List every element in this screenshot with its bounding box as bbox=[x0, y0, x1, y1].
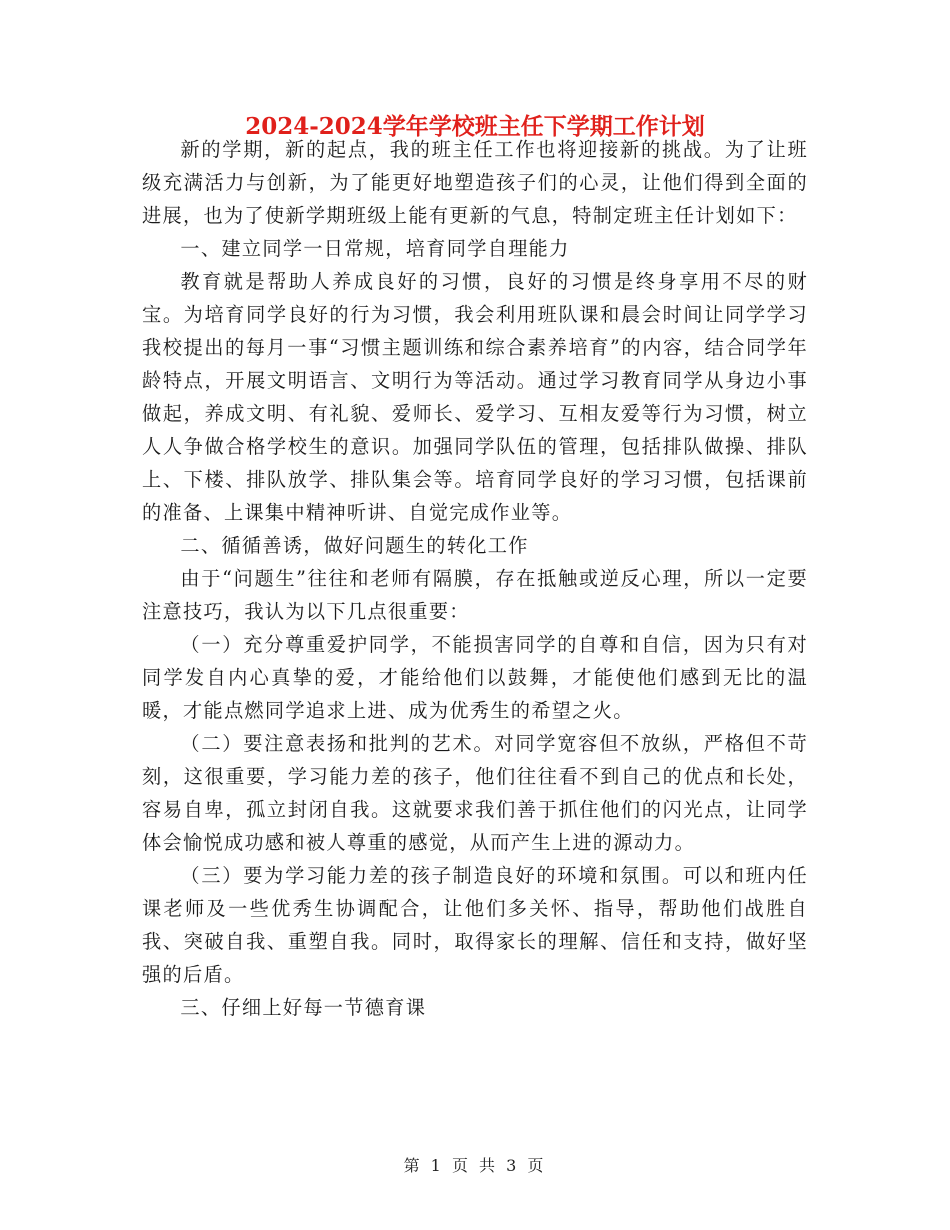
section-heading-1: 一、建立同学一日常规，培育同学自理能力 bbox=[180, 237, 570, 260]
paragraph-intro: 新的学期，新的起点，我的班主任工作也将迎接新的挑战。为了让班级充满活力与创新，为了能更好地塑造孩子们的心灵，让他们得到全面的进展，也为了使新学期班级上能有更新的气息，特制定班主任计划如下： bbox=[142, 138, 808, 227]
paragraph: （二）要注意表扬和批判的艺术。对同学宽容但不放纵，严格但不苛刻，这很重要，学习能力差的孩子，他们往往看不到自己的优点和长处，容易自卑，孤立封闭自我。这就要求我们善于抓住他们的闪光点，让同学体会愉悦成功感和被人尊重的感觉，从而产生上进的源动力。 bbox=[142, 732, 808, 854]
document-title: 2024-2024学年学校班主任下学期工作计划 bbox=[245, 113, 705, 140]
paragraph: （一）充分尊重爱护同学，不能损害同学的自尊和自信，因为只有对同学发自内心真挚的爱，才能给他们以鼓舞，才能使他们感到无比的温暖，才能点燃同学追求上进、成为优秀生的希望之火。 bbox=[142, 633, 808, 722]
section-heading-3: 三、仔细上好每一节德育课 bbox=[180, 996, 427, 1019]
page-number-footer: 第 1 页 共 3 页 bbox=[403, 1156, 547, 1175]
paragraph: 由于“问题生”往往和老师有隔膜，存在抵触或逆反心理，所以一定要注意技巧，我认为以下几点很重要： bbox=[142, 567, 808, 623]
document-body bbox=[142, 133, 808, 1024]
section-heading-2: 二、循循善诱，做好问题生的转化工作 bbox=[180, 534, 529, 557]
paragraph: 教育就是帮助人养成良好的习惯，良好的习惯是终身享用不尽的财宝。为培育同学良好的行为习惯，我会利用班队课和晨会时间让同学学习我校提出的每月一事“习惯主题训练和综合素养培育”的内容，结合同学年龄特点，开展文明语言、文明行为等活动。通过学习教育同学从身边小事做起，养成文明、有礼貌、爱师长、爱学习、互相友爱等行为习惯，树立人人争做合格学校生的意识。加强同学队伍的管理，包括排队做操、排队上、下楼、排队放学、排队集会等。培育同学良好的学习习惯，包括课前的准备、上课集中精神听讲、自觉完成作业等。 bbox=[142, 270, 808, 524]
paragraph: （三）要为学习能力差的孩子制造良好的环境和氛围。可以和班内任课老师及一些优秀生协调配合，让他们多关怀、指导，帮助他们战胜自我、突破自我、重塑自我。同时，取得家长的理解、信任和支持，做好坚强的后盾。 bbox=[142, 864, 808, 986]
